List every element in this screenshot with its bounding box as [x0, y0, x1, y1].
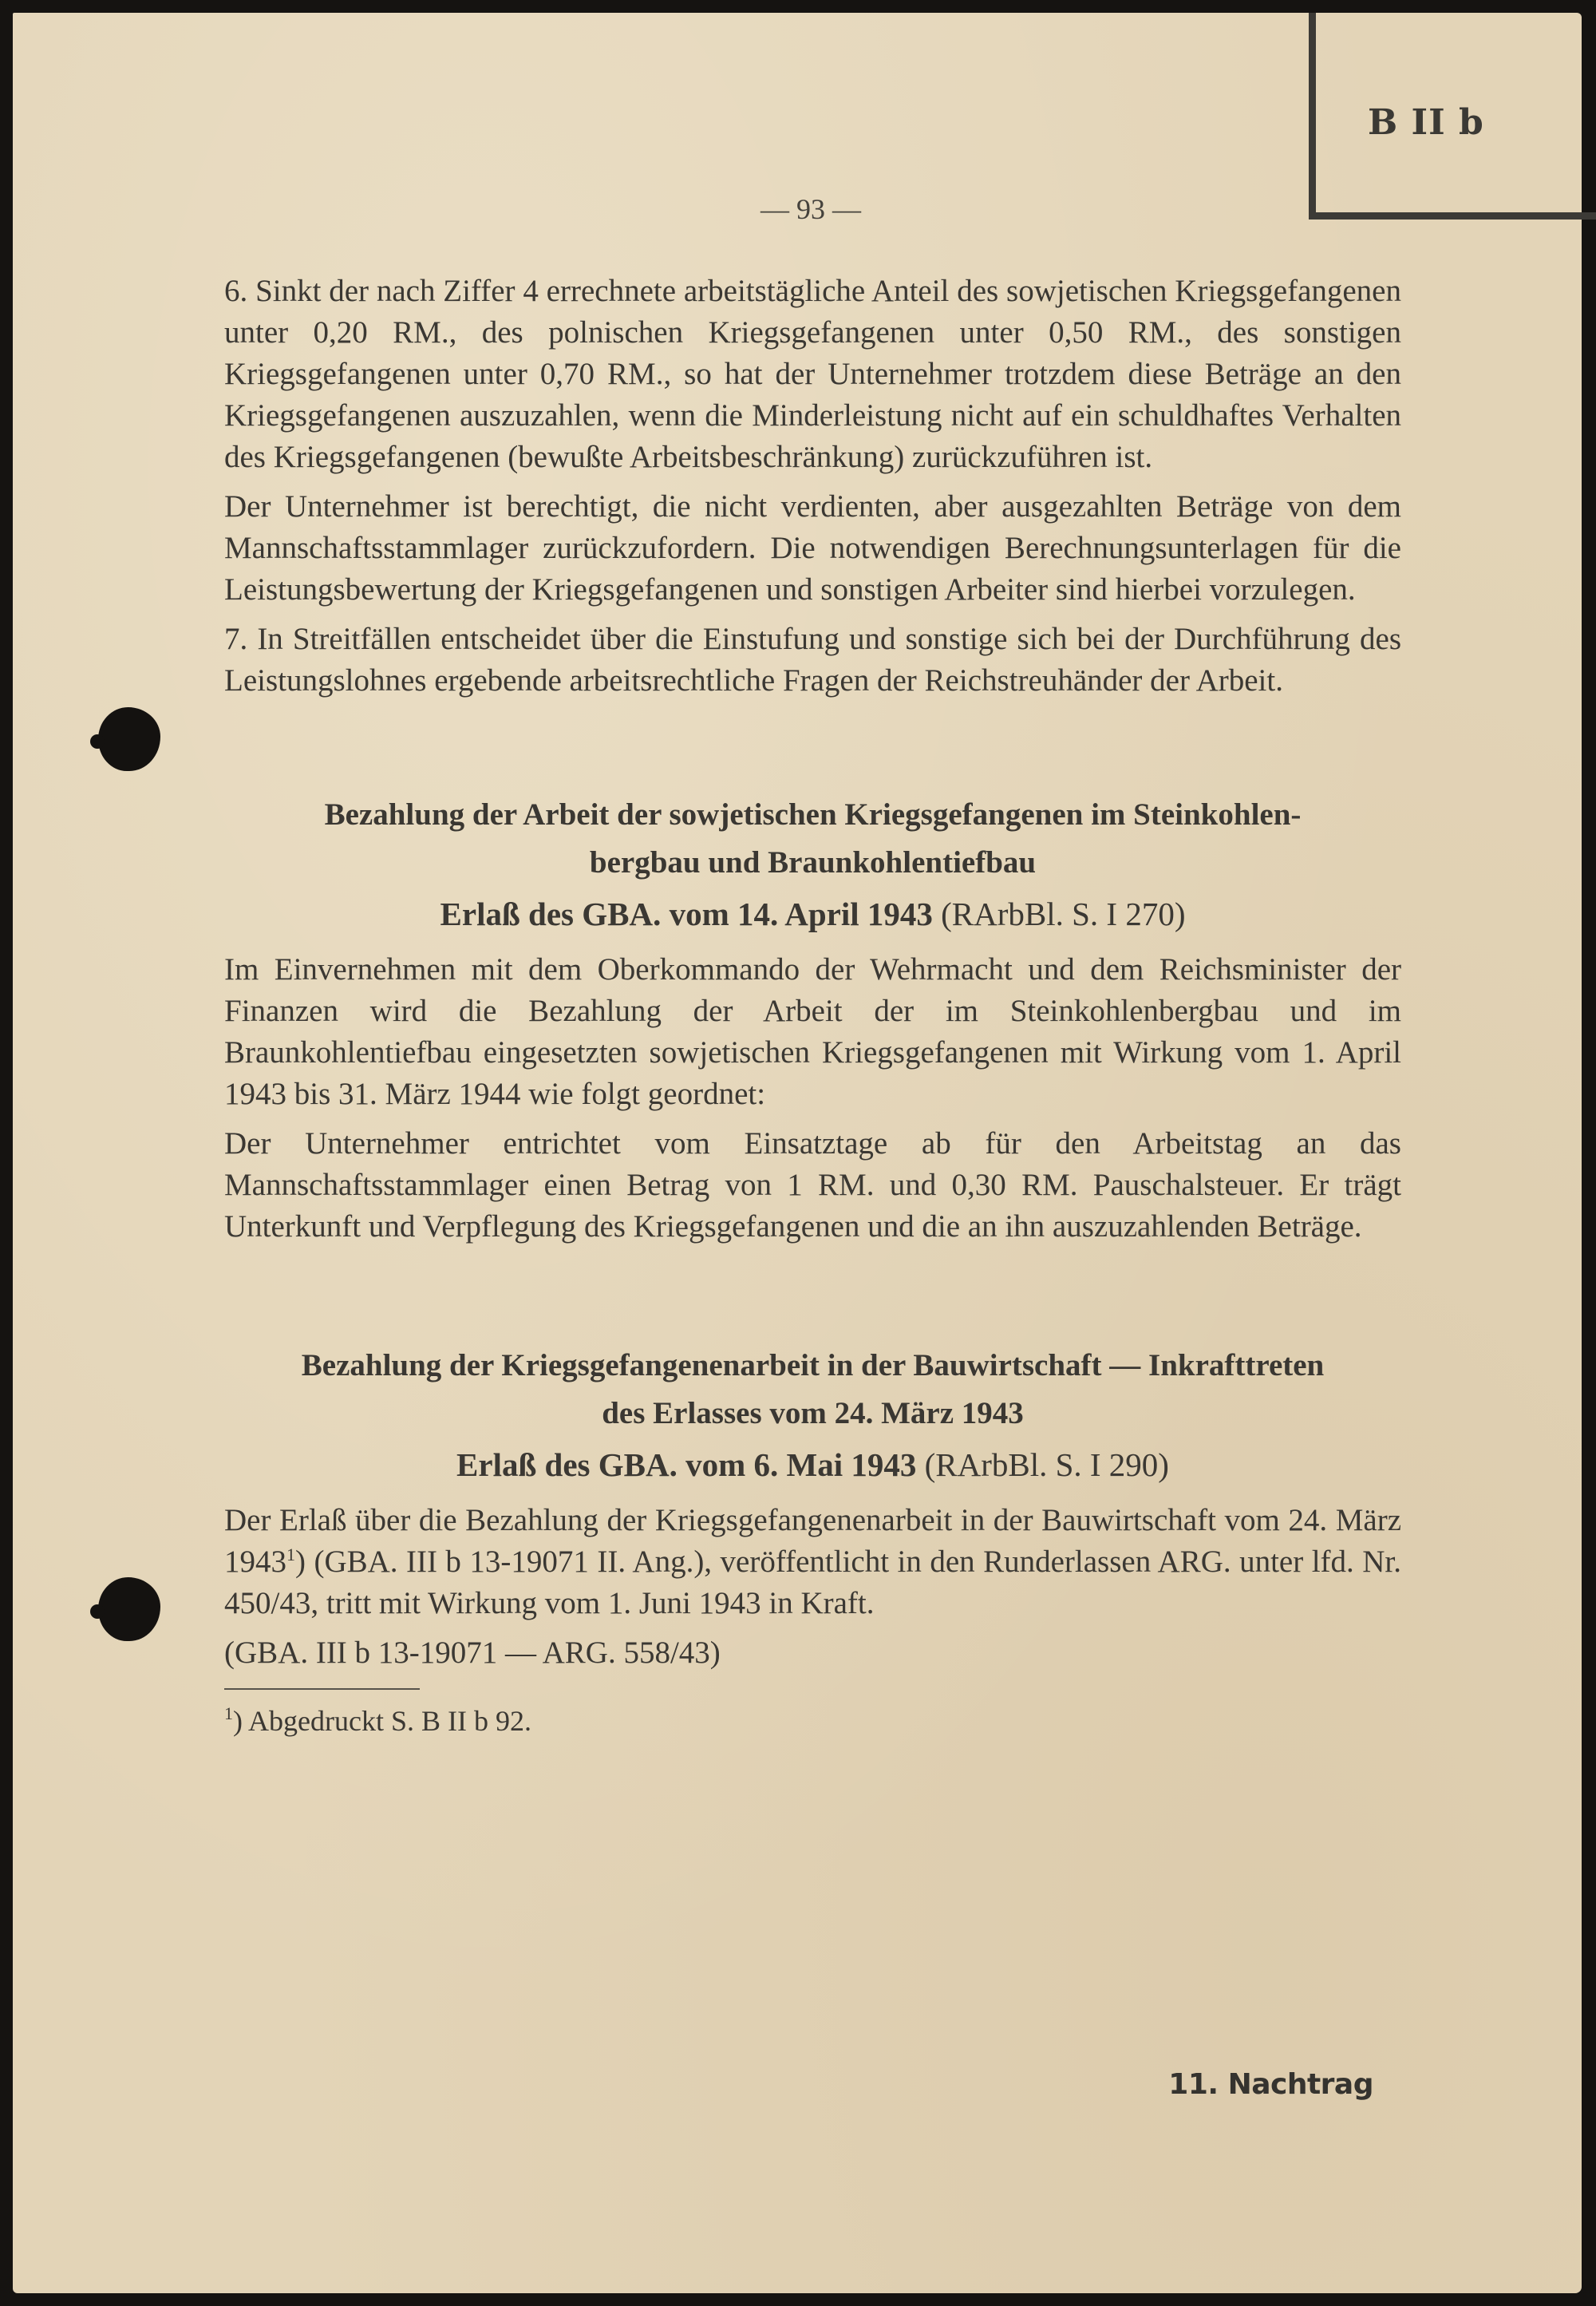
section-title-line: Bezahlung der Kriegsgefangenenarbeit in der Bauwirtschaft — Inkrafttreten — [301, 1348, 1325, 1382]
file-reference: (GBA. III b 13-19071 — ARG. 558/43) — [224, 1636, 721, 1670]
paragraph: Im Einvernehmen mit dem Oberkommando der Wehrmacht und dem Reichsminister der Finanzen wird die Bezahlung der Arbeit der im Steinkohlenbergbau und im Braunkohlentiefbau eingesetzten sowjetischen Kriegsgefangenen mit Wirkung vom 1. April 1943 bis 31. März 1944 wie folgt geordnet: — [224, 952, 1401, 1111]
footnote-marker: 1 — [224, 1703, 233, 1723]
paragraph-6: 6. Sinkt der nach Ziffer 4 errechnete arbeitstägliche Anteil des sowjetischen Kriegsgefangenen unter 0,20 RM., des polnischen Kriegsgefangenen unter 0,50 RM., des sonstigen Kriegsgefangenen unter 0,70 RM., so hat der Unternehmer trotzdem diese Beträge an den Kriegsgefangenen auszuzahlen, wenn die Minderleistung nicht auf ein schuldhaftes Verhalten des Kriegsgefangenen (bewußte Arbeitsbeschränkung) zurückzuführen ist. — [224, 274, 1401, 474]
footnote-divider — [224, 1688, 420, 1690]
decree-reference — [224, 890, 1401, 938]
section-title-line: bergbau und Braunkohlentiefbau — [589, 845, 1037, 880]
paragraph-7: 7. In Streitfällen entscheidet über die Einstufung und sonstige sich bei der Durchführung des Leistungslohnes ergebende arbeitsrechtliche Fragen der Reichstreuhänder der Arbeit. — [224, 622, 1401, 698]
register-tab-box — [1309, 13, 1596, 220]
register-label: B II b — [1368, 102, 1484, 143]
section-title-line: des Erlasses vom 24. März 1943 — [602, 1396, 1024, 1430]
decree-reference — [224, 1441, 1401, 1489]
footnote — [224, 1701, 1401, 1741]
punch-hole-icon — [98, 707, 160, 771]
section-title — [224, 791, 1401, 887]
decree-source: (RArbBl. S. I 270) — [941, 896, 1186, 932]
paragraph — [224, 1500, 1401, 1624]
decree-title: Erlaß des GBA. vom 14. April 1943 — [440, 896, 933, 932]
paragraph-text: Der Erlaß über die Bezahlung der Kriegsgefangenenarbeit in der Bauwirtschaft vom 24. März 1943 — [224, 1503, 1401, 1579]
section-construction-payment — [224, 1342, 1401, 1674]
paragraph-6-continuation: Der Unternehmer ist berechtigt, die nicht verdienten, aber ausgezahlten Beträge von dem Mannschaftsstammlager zurückzufordern. Die notwendigen Berechnungsunterlagen für die Leistungsbewertung der Kriegsgefangenen und sonstigen Arbeiter sind hierbei vorzulegen. — [224, 489, 1401, 607]
supplement-label: 11. Nachtrag — [1168, 2068, 1373, 2101]
document-body — [224, 271, 1401, 1741]
paragraph: Der Unternehmer entrichtet vom Einsatztage ab für den Arbeitstag an das Mannschaftsstammlager einen Betrag von 1 RM. und 0,30 RM. Pauschalsteuer. Er trägt Unterkunft und Verpflegung des Kriegsgefangenen und die an ihn auszuzahlenden Beträge. — [224, 1126, 1401, 1244]
section-coal-mining-payment — [224, 791, 1401, 1248]
page-number: — 93 — — [760, 193, 861, 225]
section-title-line: Bezahlung der Arbeit der sowjetischen Kriegsgefangenen im Steinkohlen- — [324, 797, 1302, 832]
document-page — [13, 13, 1582, 2293]
footnote-reference: 1 — [286, 1545, 295, 1564]
decree-title: Erlaß des GBA. vom 6. Mai 1943 — [456, 1446, 917, 1483]
decree-source: (RArbBl. S. I 290) — [924, 1446, 1169, 1483]
paragraph-text: ) (GBA. III b 13-19071 II. Ang.), veröffentlicht in den Runderlassen ARG. unter lfd. Nr. 450/43, tritt mit Wirkung vom 1. Juni 1943 in Kraft. — [224, 1545, 1401, 1620]
punch-hole-icon — [98, 1577, 160, 1641]
footnote-text: ) Abgedruckt S. B II b 92. — [233, 1705, 531, 1737]
section-title — [224, 1342, 1401, 1438]
